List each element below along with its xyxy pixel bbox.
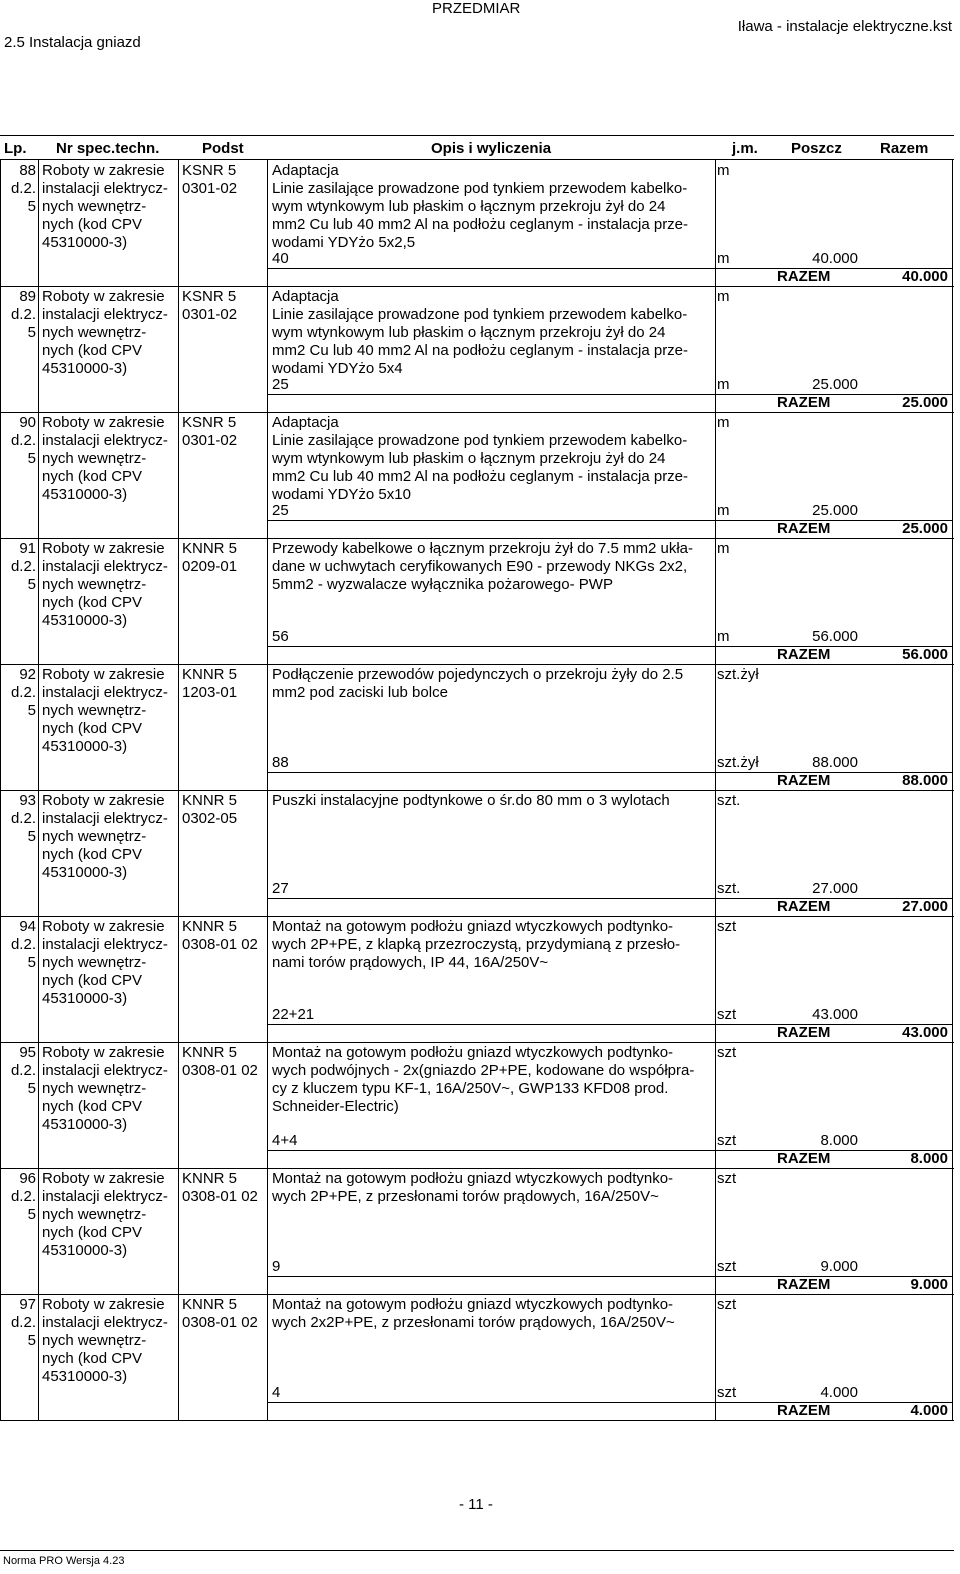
page-number: - 11 -: [459, 1496, 493, 1513]
spec-text: 45310000-3): [42, 864, 128, 881]
column-rule: [0, 160, 1, 286]
item-number: 95: [19, 1044, 36, 1061]
norm-code: 0308-01 02: [182, 1314, 258, 1331]
item-number: d.2.: [10, 180, 36, 197]
item-number: d.2.: [10, 1314, 36, 1331]
item-number: 5: [27, 1080, 36, 1097]
norm-code: KNNR 5: [182, 792, 238, 809]
spec-text: 45310000-3): [42, 1242, 128, 1259]
column-rule: [38, 412, 39, 538]
spec-text: nych wewnętrz-: [42, 324, 147, 341]
total-quantity: 40.000: [902, 268, 948, 285]
item-number: d.2.: [10, 558, 36, 575]
total-quantity: 25.000: [902, 520, 948, 537]
calculation-unit: szt: [717, 1384, 737, 1401]
partial-quantity: 4.000: [820, 1384, 858, 1401]
column-rule: [0, 286, 1, 412]
column-rule: [0, 1294, 1, 1420]
calculation-unit: m: [717, 628, 730, 645]
calculation-unit: m: [717, 502, 730, 519]
razem-label: RAZEM: [777, 520, 831, 537]
description-line: wych 2P+PE, z klapką przezroczystą, przydymianą z przesło-: [272, 936, 681, 953]
calculation-unit: szt: [717, 1258, 737, 1275]
col-poszcz: Poszcz: [791, 140, 842, 157]
row-rule: [0, 1042, 954, 1043]
column-rule: [178, 286, 179, 412]
item-number: 91: [19, 540, 36, 557]
razem-label: RAZEM: [777, 1276, 831, 1293]
header-top-rule: [0, 135, 954, 136]
column-rule: [0, 664, 1, 790]
spec-text: nych wewnętrz-: [42, 576, 147, 593]
description-line: Linie zasilające prowadzone pod tynkiem przewodem kabelko-: [272, 306, 688, 323]
footer-software: Norma PRO Wersja 4.23: [3, 1555, 125, 1567]
spec-text: nych (kod CPV: [42, 468, 143, 485]
column-rule: [178, 160, 179, 286]
partial-quantity: 88.000: [812, 754, 858, 771]
row-rule: [0, 286, 954, 287]
description-line: wym wtynkowym lub płaskim o łącznym przekroju żył do 24: [272, 324, 666, 341]
razem-rule: [267, 772, 952, 773]
item-number: 5: [27, 1332, 36, 1349]
calculation-unit: szt: [717, 1006, 737, 1023]
norm-code: 0308-01 02: [182, 1062, 258, 1079]
item-number: 5: [27, 198, 36, 215]
spec-text: nych wewnętrz-: [42, 198, 147, 215]
unit: szt: [717, 918, 737, 935]
description-line: wodami YDYżo 5x2,5: [272, 234, 416, 251]
column-rule: [38, 1168, 39, 1294]
column-rule: [952, 160, 953, 286]
description-line: Schneider-Electric): [272, 1098, 399, 1115]
razem-label: RAZEM: [777, 772, 831, 789]
spec-text: nych wewnętrz-: [42, 1080, 147, 1097]
spec-text: Roboty w zakresie: [42, 918, 165, 935]
column-rule: [952, 286, 953, 412]
description-line: Adaptacja: [272, 288, 339, 305]
spec-text: Roboty w zakresie: [42, 792, 165, 809]
total-quantity: 43.000: [902, 1024, 948, 1041]
total-quantity: 9.000: [910, 1276, 948, 1293]
column-rule: [38, 1042, 39, 1168]
description-line: wodami YDYżo 5x10: [272, 486, 411, 503]
calculation-unit: szt.żył: [717, 754, 759, 771]
total-quantity: 8.000: [910, 1150, 948, 1167]
norm-code: KNNR 5: [182, 540, 238, 557]
column-rule: [0, 790, 1, 916]
spec-text: nych (kod CPV: [42, 216, 143, 233]
column-rule: [952, 1042, 953, 1168]
unit: szt: [717, 1044, 737, 1061]
unit: m: [717, 414, 730, 431]
spec-text: 45310000-3): [42, 612, 128, 629]
norm-code: KNNR 5: [182, 1170, 238, 1187]
spec-text: 45310000-3): [42, 1368, 128, 1385]
calculation-expression: 56: [272, 628, 289, 645]
column-rule: [952, 1168, 953, 1294]
spec-text: Roboty w zakresie: [42, 162, 165, 179]
description-line: mm2 Cu lub 40 mm2 Al na podłożu ceglanym - instalacja prze-: [272, 468, 689, 485]
column-rule: [0, 538, 1, 664]
item-number: 97: [19, 1296, 36, 1313]
calculation-expression: 88: [272, 754, 289, 771]
description-line: Puszki instalacyjne podtynkowe o śr.do 80 mm o 3 wylotach: [272, 792, 670, 809]
partial-quantity: 8.000: [820, 1132, 858, 1149]
col-opis: Opis i wyliczenia: [431, 140, 552, 157]
footer-rule: [0, 1550, 954, 1551]
spec-text: nych wewnętrz-: [42, 1206, 147, 1223]
document-title: PRZEDMIAR: [432, 0, 521, 17]
item-number: d.2.: [10, 684, 36, 701]
calculation-expression: 22+21: [272, 1006, 315, 1023]
description-line: 5mm2 - wyzwalacze wyłącznika pożarowego- PWP: [272, 576, 613, 593]
norm-code: 1203-01: [182, 684, 238, 701]
column-rule: [178, 538, 179, 664]
item-number: 5: [27, 954, 36, 971]
description-line: Montaż na gotowym podłożu gniazd wtyczkowych podtynko-: [272, 1296, 674, 1313]
description-line: Przewody kabelkowe o łącznym przekroju żył do 7.5 mm2 ukła-: [272, 540, 694, 557]
row-rule: [0, 790, 954, 791]
row-rule: [0, 538, 954, 539]
total-quantity: 88.000: [902, 772, 948, 789]
razem-rule: [267, 646, 952, 647]
column-rule: [0, 1168, 1, 1294]
column-rule: [38, 790, 39, 916]
spec-text: 45310000-3): [42, 990, 128, 1007]
column-rule: [178, 916, 179, 1042]
unit: szt: [717, 1296, 737, 1313]
spec-text: 45310000-3): [42, 738, 128, 755]
razem-rule: [267, 520, 952, 521]
description-line: wych 2x2P+PE, z przesłonami torów prądowych, 16A/250V~: [272, 1314, 675, 1331]
section-title: 2.5 Instalacja gniazd: [4, 34, 141, 51]
spec-text: nych (kod CPV: [42, 342, 143, 359]
norm-code: 0301-02: [182, 432, 238, 449]
spec-text: instalacji elektrycz-: [42, 558, 168, 575]
spec-text: Roboty w zakresie: [42, 1296, 165, 1313]
column-rule: [952, 790, 953, 916]
razem-label: RAZEM: [777, 1150, 831, 1167]
col-podst: Podst: [202, 140, 244, 157]
norm-code: KSNR 5: [182, 288, 237, 305]
description-line: mm2 Cu lub 40 mm2 Al na podłożu ceglanym - instalacja prze-: [272, 342, 689, 359]
column-rule: [178, 664, 179, 790]
column-rule: [952, 664, 953, 790]
item-number: 5: [27, 576, 36, 593]
spec-text: Roboty w zakresie: [42, 1170, 165, 1187]
spec-text: instalacji elektrycz-: [42, 1062, 168, 1079]
row-rule: [0, 412, 954, 413]
razem-rule: [267, 898, 952, 899]
item-number: d.2.: [10, 810, 36, 827]
razem-label: RAZEM: [777, 1402, 831, 1419]
calculation-unit: m: [717, 376, 730, 393]
spec-text: nych (kod CPV: [42, 972, 143, 989]
col-nr-spec: Nr spec.techn.: [56, 140, 160, 157]
calculation-expression: 40: [272, 250, 289, 267]
spec-text: nych (kod CPV: [42, 720, 143, 737]
unit: szt.: [717, 792, 741, 809]
unit: m: [717, 288, 730, 305]
column-rule: [952, 538, 953, 664]
norm-code: KSNR 5: [182, 162, 237, 179]
description-line: wym wtynkowym lub płaskim o łącznym przekroju żył do 24: [272, 198, 666, 215]
spec-text: nych wewnętrz-: [42, 702, 147, 719]
calculation-unit: m: [717, 250, 730, 267]
spec-text: 45310000-3): [42, 360, 128, 377]
spec-text: Roboty w zakresie: [42, 1044, 165, 1061]
total-quantity: 25.000: [902, 394, 948, 411]
spec-text: instalacji elektrycz-: [42, 1314, 168, 1331]
spec-text: 45310000-3): [42, 486, 128, 503]
row-rule: [0, 916, 954, 917]
partial-quantity: 40.000: [812, 250, 858, 267]
column-rule: [38, 538, 39, 664]
spec-text: instalacji elektrycz-: [42, 306, 168, 323]
razem-rule: [267, 1024, 952, 1025]
spec-text: instalacji elektrycz-: [42, 1188, 168, 1205]
norm-code: KNNR 5: [182, 1296, 238, 1313]
description-line: Montaż na gotowym podłożu gniazd wtyczkowych podtynko-: [272, 1170, 674, 1187]
item-number: 5: [27, 450, 36, 467]
spec-text: instalacji elektrycz-: [42, 684, 168, 701]
unit: szt: [717, 1170, 737, 1187]
item-number: d.2.: [10, 1062, 36, 1079]
header-bottom-rule: [0, 159, 954, 160]
column-rule: [0, 1042, 1, 1168]
spec-text: Roboty w zakresie: [42, 540, 165, 557]
column-rule: [0, 412, 1, 538]
file-name: Iława - instalacje elektryczne.kst: [737, 18, 952, 35]
partial-quantity: 56.000: [812, 628, 858, 645]
description-line: Adaptacja: [272, 414, 339, 431]
description-line: wodami YDYżo 5x4: [272, 360, 403, 377]
row-rule: [0, 1294, 954, 1295]
norm-code: 0301-02: [182, 306, 238, 323]
column-rule: [178, 1294, 179, 1420]
item-number: 5: [27, 828, 36, 845]
item-number: 5: [27, 324, 36, 341]
spec-text: nych wewnętrz-: [42, 450, 147, 467]
norm-code: KNNR 5: [182, 1044, 238, 1061]
unit: m: [717, 162, 730, 179]
column-rule: [178, 790, 179, 916]
column-rule: [178, 1042, 179, 1168]
partial-quantity: 25.000: [812, 502, 858, 519]
spec-text: 45310000-3): [42, 234, 128, 251]
unit: szt.żył: [717, 666, 759, 683]
spec-text: instalacji elektrycz-: [42, 936, 168, 953]
calculation-expression: 27: [272, 880, 289, 897]
column-rule: [178, 1168, 179, 1294]
description-line: Linie zasilające prowadzone pod tynkiem przewodem kabelko-: [272, 180, 688, 197]
spec-text: Roboty w zakresie: [42, 414, 165, 431]
description-line: Linie zasilające prowadzone pod tynkiem przewodem kabelko-: [272, 432, 688, 449]
calculation-expression: 9: [272, 1258, 281, 1275]
item-number: d.2.: [10, 432, 36, 449]
razem-label: RAZEM: [777, 1024, 831, 1041]
item-number: 89: [19, 288, 36, 305]
column-rule: [38, 160, 39, 286]
item-number: 96: [19, 1170, 36, 1187]
norm-code: KNNR 5: [182, 918, 238, 935]
table-bottom-rule: [0, 1420, 954, 1421]
total-quantity: 4.000: [910, 1402, 948, 1419]
calculation-expression: 25: [272, 502, 289, 519]
column-rule: [38, 916, 39, 1042]
spec-text: nych wewnętrz-: [42, 1332, 147, 1349]
norm-code: KNNR 5: [182, 666, 238, 683]
calculation-expression: 4: [272, 1384, 281, 1401]
item-number: d.2.: [10, 1188, 36, 1205]
item-number: 93: [19, 792, 36, 809]
column-rule: [38, 664, 39, 790]
description-line: Podłączenie przewodów pojedynczych o przekroju żyły do 2.5: [272, 666, 684, 683]
col-jm: j.m.: [732, 140, 758, 157]
razem-rule: [267, 1402, 952, 1403]
col-lp: Lp.: [4, 140, 27, 157]
column-rule: [38, 286, 39, 412]
row-rule: [0, 1168, 954, 1169]
item-number: 5: [27, 702, 36, 719]
description-line: wych 2P+PE, z przesłonami torów prądowych, 16A/250V~: [272, 1188, 659, 1205]
norm-code: 0302-05: [182, 810, 238, 827]
description-line: Montaż na gotowym podłożu gniazd wtyczkowych podtynko-: [272, 918, 674, 935]
razem-rule: [267, 268, 952, 269]
norm-code: 0308-01 02: [182, 936, 258, 953]
spec-text: nych (kod CPV: [42, 1224, 143, 1241]
partial-quantity: 9.000: [820, 1258, 858, 1275]
item-number: d.2.: [10, 306, 36, 323]
column-rule: [952, 1294, 953, 1420]
norm-code: 0308-01 02: [182, 1188, 258, 1205]
spec-text: instalacji elektrycz-: [42, 180, 168, 197]
razem-label: RAZEM: [777, 268, 831, 285]
total-quantity: 56.000: [902, 646, 948, 663]
column-rule: [0, 916, 1, 1042]
item-number: d.2.: [10, 936, 36, 953]
item-number: 94: [19, 918, 36, 935]
partial-quantity: 25.000: [812, 376, 858, 393]
razem-label: RAZEM: [777, 394, 831, 411]
spec-text: nych wewnętrz-: [42, 954, 147, 971]
column-rule: [952, 412, 953, 538]
spec-text: nych (kod CPV: [42, 594, 143, 611]
description-line: wych podwójnych - 2x(gniazdo 2P+PE, kodowane do współpra-: [272, 1062, 695, 1079]
description-line: mm2 pod zaciski lub bolce: [272, 684, 448, 701]
partial-quantity: 43.000: [812, 1006, 858, 1023]
spec-text: Roboty w zakresie: [42, 288, 165, 305]
unit: m: [717, 540, 730, 557]
partial-quantity: 27.000: [812, 880, 858, 897]
norm-code: 0209-01: [182, 558, 238, 575]
item-number: 5: [27, 1206, 36, 1223]
spec-text: Roboty w zakresie: [42, 666, 165, 683]
column-rule: [38, 1294, 39, 1420]
description-line: Montaż na gotowym podłożu gniazd wtyczkowych podtynko-: [272, 1044, 674, 1061]
razem-rule: [267, 394, 952, 395]
description-line: wym wtynkowym lub płaskim o łącznym przekroju żył do 24: [272, 450, 666, 467]
spec-text: nych wewnętrz-: [42, 828, 147, 845]
razem-rule: [267, 1150, 952, 1151]
norm-code: KSNR 5: [182, 414, 237, 431]
row-rule: [0, 664, 954, 665]
spec-text: 45310000-3): [42, 1116, 128, 1133]
spec-text: instalacji elektrycz-: [42, 810, 168, 827]
norm-code: 0301-02: [182, 180, 238, 197]
calculation-expression: 25: [272, 376, 289, 393]
item-number: 92: [19, 666, 36, 683]
description-line: cy z kluczem typu KF-1, 16A/250V~, GWP133 KFD08 prod.: [272, 1080, 669, 1097]
spec-text: nych (kod CPV: [42, 1098, 143, 1115]
calculation-unit: szt: [717, 1132, 737, 1149]
item-number: 88: [19, 162, 36, 179]
calculation-expression: 4+4: [272, 1132, 298, 1149]
razem-label: RAZEM: [777, 898, 831, 915]
total-quantity: 27.000: [902, 898, 948, 915]
spec-text: instalacji elektrycz-: [42, 432, 168, 449]
item-number: 90: [19, 414, 36, 431]
description-line: nami torów prądowych, IP 44, 16A/250V~: [272, 954, 549, 971]
razem-rule: [267, 1276, 952, 1277]
description-line: Adaptacja: [272, 162, 339, 179]
description-line: mm2 Cu lub 40 mm2 Al na podłożu ceglanym - instalacja prze-: [272, 216, 689, 233]
razem-label: RAZEM: [777, 646, 831, 663]
description-line: dane w uchwytach ceryfikowanych E90 - przewody NKGs 2x2,: [272, 558, 688, 575]
spec-text: nych (kod CPV: [42, 846, 143, 863]
col-razem: Razem: [880, 140, 929, 157]
spec-text: nych (kod CPV: [42, 1350, 143, 1367]
column-rule: [178, 412, 179, 538]
column-rule: [952, 916, 953, 1042]
calculation-unit: szt.: [717, 880, 741, 897]
